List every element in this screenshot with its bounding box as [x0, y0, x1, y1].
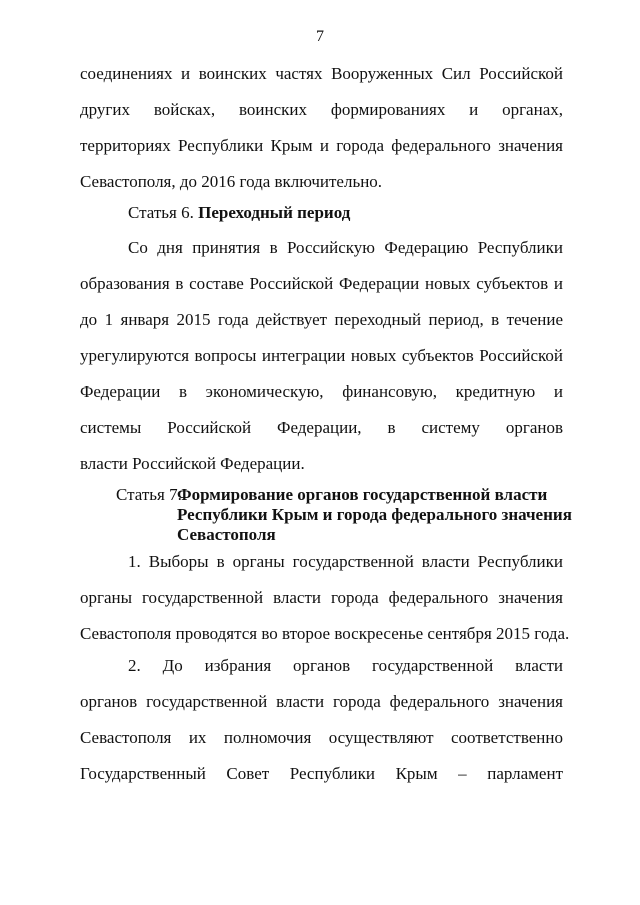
article-7-paragraph-1: [80, 544, 570, 652]
text-line: других войсках, воинских формированиях и органах,: [80, 100, 563, 119]
article-6-prefix: Статья 6.: [128, 203, 194, 222]
text-line: органов государственной власти города федерального значения: [80, 692, 563, 711]
text-line: 2. До избрания органов государственной власти: [128, 656, 563, 675]
text-line: до 1 января 2015 года действует переходный период, в течение: [80, 310, 563, 329]
text-line: территориях Республики Крым и города федерального значения: [80, 136, 563, 155]
text-line: соединениях и воинских частях Вооруженных Сил Российской: [80, 64, 563, 83]
text-line: Севастополя, до 2016 года включительно.: [80, 172, 383, 191]
article-7-prefix: Статья 7.: [116, 485, 182, 504]
text-line: Государственный Совет Республики Крым – парламент: [80, 764, 563, 783]
text-line: системы Российской Федерации, в систему органов: [80, 418, 563, 437]
article-6-title: Переходный период: [198, 203, 351, 222]
text-line: Севастополя проводятся во второе воскресенье сентября 2015 года.: [80, 624, 570, 643]
article-7-title: [177, 485, 572, 545]
text-line: образования в составе Российской Федерации новых субъектов и: [80, 274, 563, 293]
article-7-title-line: Севастополя: [177, 525, 276, 544]
page-number: 7: [316, 28, 324, 45]
article-6-heading: [128, 203, 350, 223]
article-7-title-line: Республики Крым и города федерального значения: [177, 505, 572, 524]
paragraph-continuation: [80, 56, 563, 200]
text-line: органы государственной власти города федерального значения: [80, 588, 563, 607]
article-7-heading-prefix: [116, 485, 182, 505]
article-6-body: [80, 230, 563, 482]
article-7-title-line: Формирование органов государственной власти: [177, 485, 548, 504]
article-7-paragraph-2: [80, 648, 563, 792]
text-line: урегулируются вопросы интеграции новых субъектов Российской: [80, 346, 563, 365]
text-line: Со дня принятия в Российскую Федерацию Республики: [128, 238, 563, 257]
text-line: 1. Выборы в органы государственной власти Республики: [128, 552, 563, 571]
text-line: власти Российской Федерации.: [80, 454, 305, 473]
text-line: Севастополя их полномочия осуществляют соответственно: [80, 728, 563, 747]
text-line: Федерации в экономическую, финансовую, кредитную и: [80, 382, 563, 401]
